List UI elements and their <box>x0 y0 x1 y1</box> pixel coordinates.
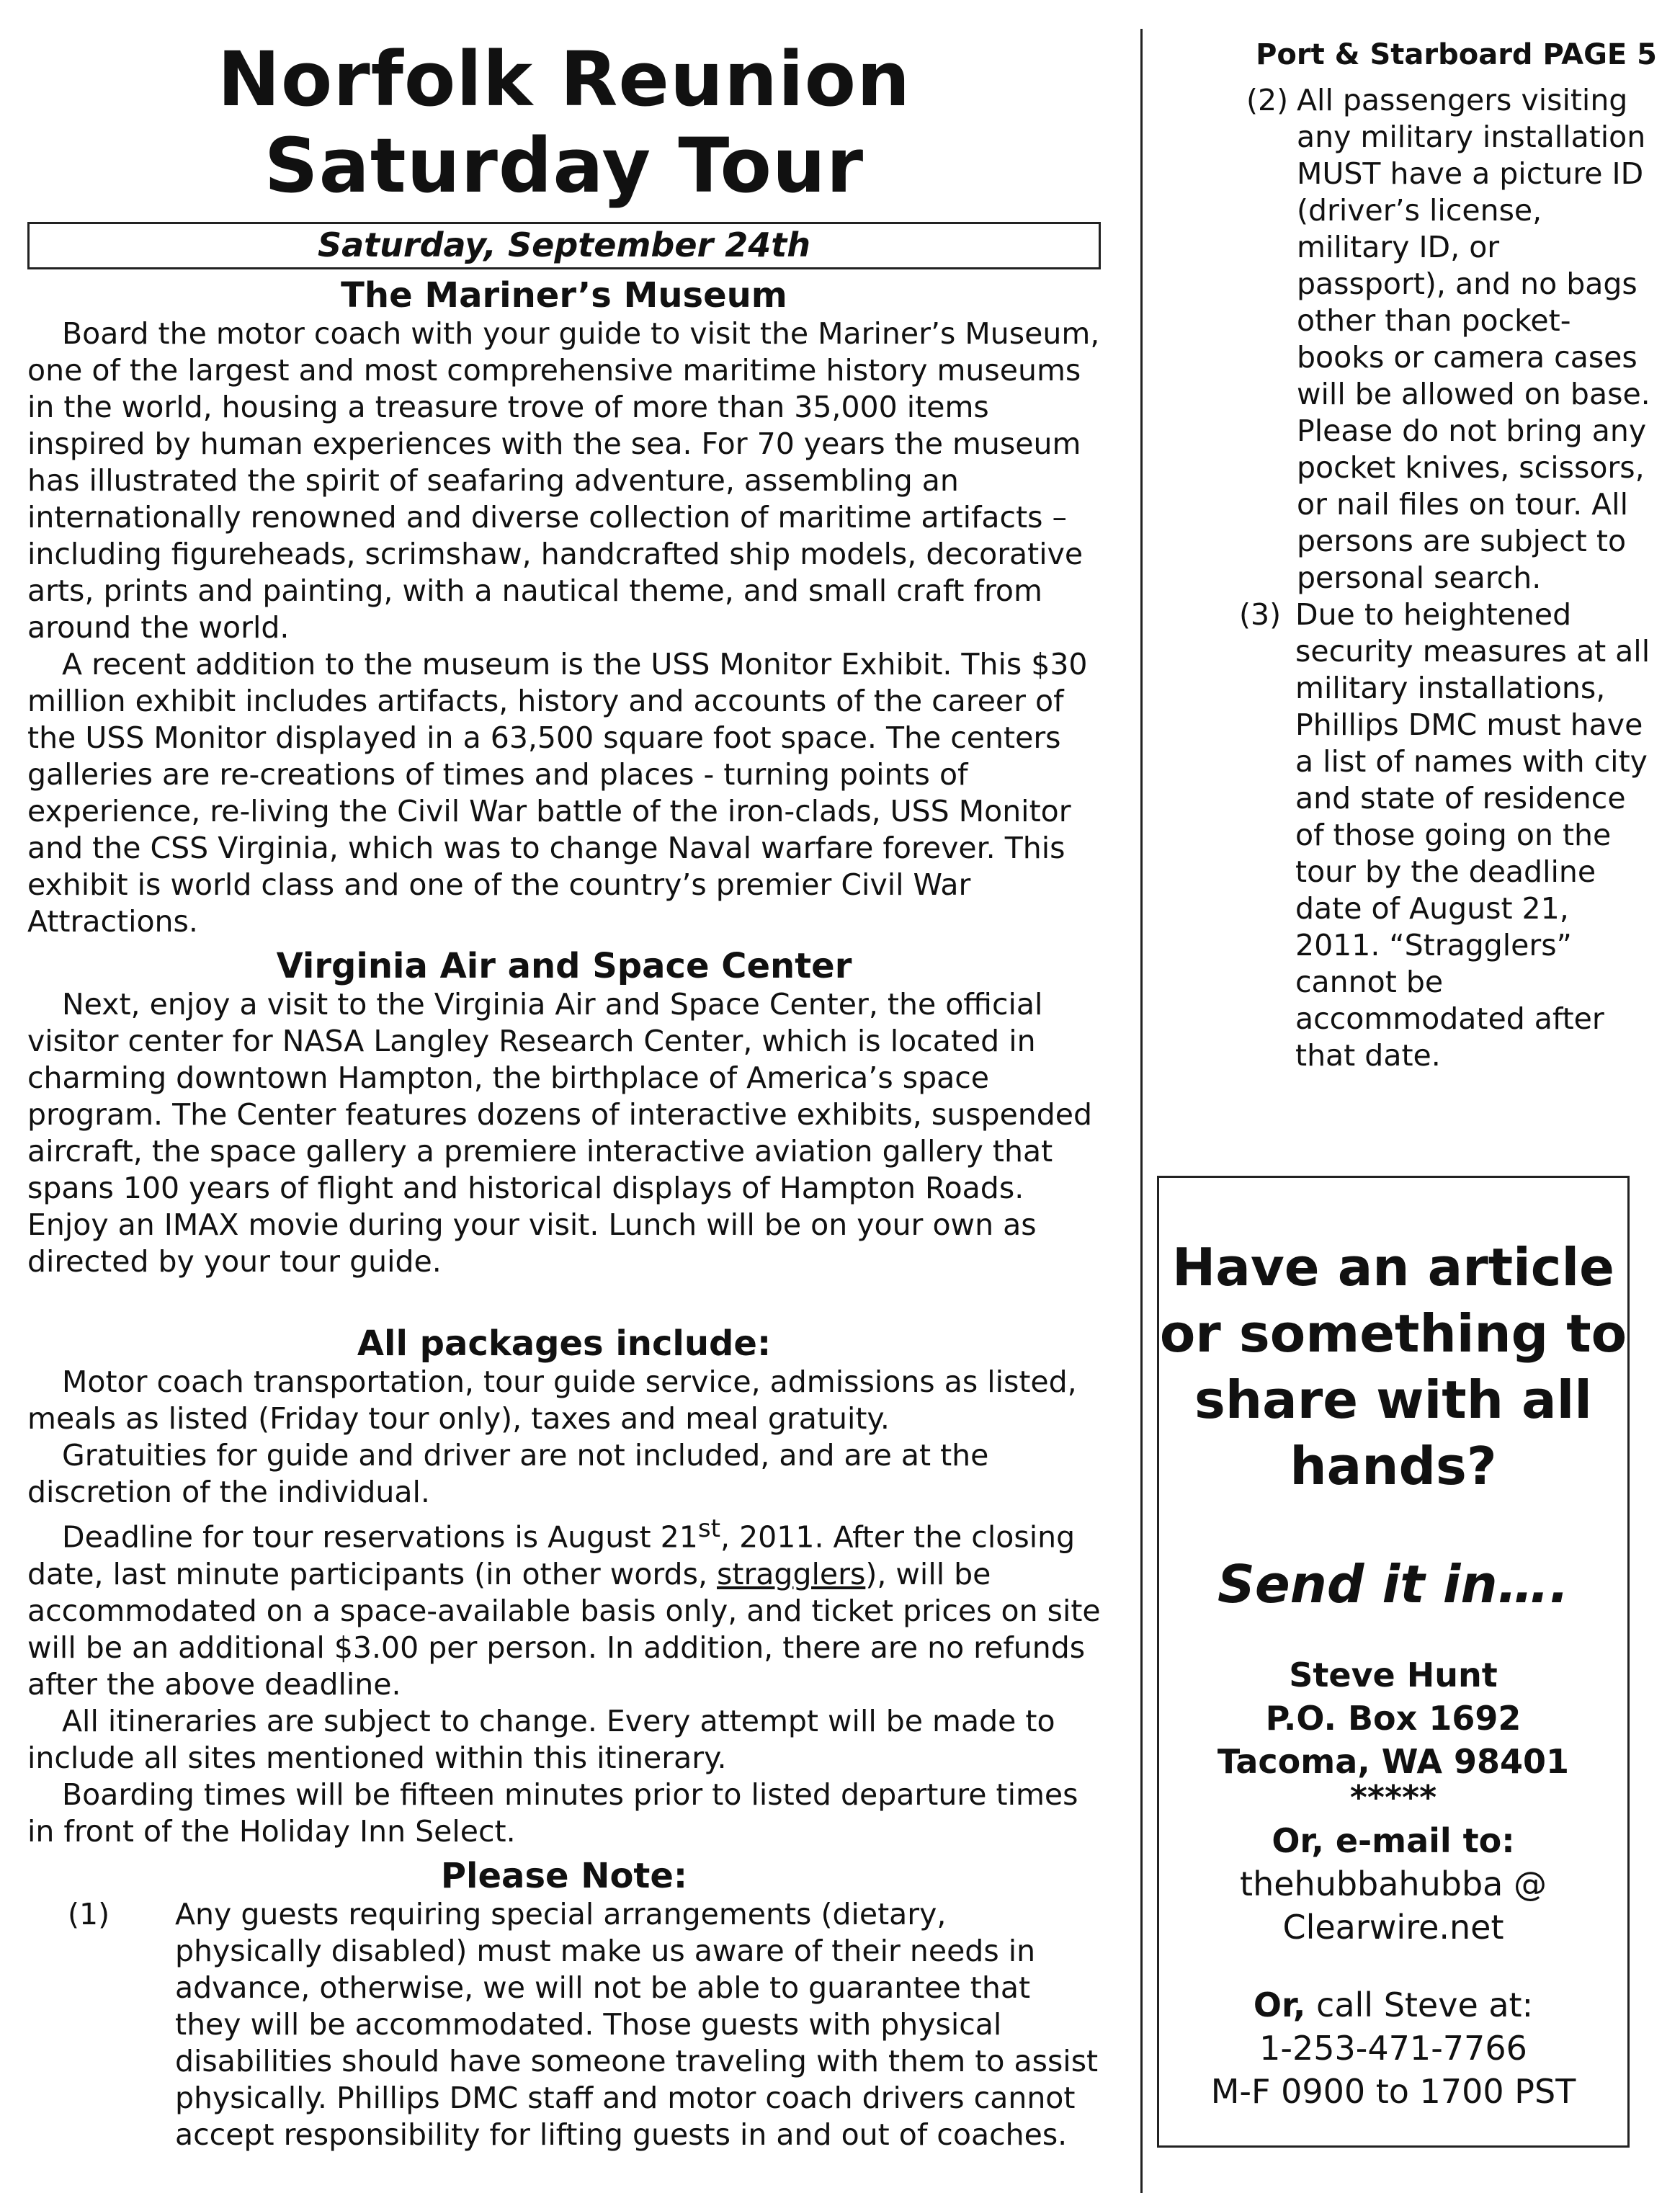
left-column <box>27 36 1101 2153</box>
article-title <box>27 36 1101 209</box>
note-number: (1) <box>68 1896 110 1931</box>
separator-stars: ***** <box>1349 1778 1437 1817</box>
column-divider <box>1140 29 1143 2193</box>
page-header: Port & Starboard PAGE 5 <box>1256 38 1657 71</box>
note-number: (2) <box>1246 83 1289 117</box>
itinerary-paragraph: All itineraries are subject to change. Every attempt will be made to include all sites mentioned within this itinerary. <box>27 1703 1055 1775</box>
contact-phone: 1-253-471-7766 <box>1259 2029 1527 2068</box>
note-item-3 <box>1239 597 1657 1074</box>
note-text: Due to heightened security measures at all military installations, Phillips DMC must have a list of names with city and state of residence of those going on the tour by the deadline date of August 21, 2011. “Stragglers” cannot be accommodated after that date. <box>1295 597 1650 1073</box>
note-number: (3) <box>1239 597 1282 632</box>
note-item-2 <box>1246 82 1657 597</box>
contact-name: Steve Hunt <box>1289 1656 1498 1694</box>
contact-hours: M-F 0900 to 1700 PST <box>1210 2072 1576 2111</box>
note-item-1 <box>68 1896 1101 2153</box>
note-text: Any guests requiring special arrangements (dietary, physically disabled) must make us aware of their needs in advance, otherwise, we will not be able to guarantee that they will be accommodated. Those guests with physical disabilities should have someone traveling with them to assist physically. Phillips DMC staff and motor coach drivers cannot accept responsibility for lifting guests in and out of coaches. <box>175 1896 1099 2152</box>
ad-send-it-in: Send it in…. <box>1217 1554 1569 1614</box>
please-note-heading: Please Note: <box>440 1855 688 1896</box>
right-column <box>1174 36 1657 1074</box>
gratuities-paragraph: Gratuities for guide and driver are not included, and are at the discretion of the individual. <box>27 1438 989 1509</box>
note-text: All passengers visiting any military installation MUST have a picture ID (driver’s license, military ID, or passport), and no bags other than pocket-books or camera cases will be allowed on base. Please do not bring any pocket knives, scissors, or nail files on tour. All persons are subject to personal search. <box>1297 83 1650 595</box>
title-line-2: Saturday Tour <box>264 122 864 210</box>
stragglers-underlined: stragglers <box>717 1556 866 1591</box>
contact-city: Tacoma, WA 98401 <box>1217 1742 1570 1781</box>
title-line-1: Norfolk Reunion <box>217 35 911 123</box>
mariners-museum-heading: The Mariner’s Museum <box>341 275 787 316</box>
deadline-paragraph: Deadline for tour reservations is August 21st, 2011. After the closing date, last minute participants (in other words, stragglers), will be accommodated on a space-available basis only, and ticket prices on site will be an additional $3.00 per person. In addition, there are no refunds after the above deadline. <box>27 1514 1101 1702</box>
ad-headline: Have an article or something to share with all hands? <box>1159 1237 1627 1496</box>
email-label: Or, e-mail to: <box>1272 1821 1515 1860</box>
submission-ad-box <box>1157 1176 1630 2148</box>
call-label: Or, call Steve at: <box>1253 1986 1534 2024</box>
email-domain: Clearwire.net <box>1282 1908 1504 1947</box>
packages-heading: All packages include: <box>357 1323 772 1364</box>
contact-po-box: P.O. Box 1692 <box>1265 1699 1522 1738</box>
tour-date-banner: Saturday, September 24th <box>27 222 1101 269</box>
email-user: thehubbahubba @ <box>1240 1864 1547 1903</box>
air-space-center-paragraph: Next, enjoy a visit to the Virginia Air and Space Center, the official visitor center for NASA Langley Research Center, which is located in charming downtown Hampton, the birthplace of America’s space program. The Center features dozens of interactive exhibits, suspended aircraft, the space gallery a premiere interactive aviation gallery that spans 100 years of flight and historical displays of Hampton Roads. Enjoy an IMAX movie during your visit. Lunch will be on your own as directed by your tour guide. <box>27 987 1093 1279</box>
air-space-center-heading: Virginia Air and Space Center <box>276 946 852 986</box>
mariners-paragraph-2: A recent addition to the museum is the USS Monitor Exhibit. This $30 million exhibit includes artifacts, history and accounts of the career of the USS Monitor displayed in a 63,500 square foot space. The centers galleries are re-creations of times and places - turning points of experience, re-living the Civil War battle of the iron-clads, USS Monitor and the CSS Virginia, which was to change Naval warfare forever. This exhibit is world class and one of the country’s premier Civil War Attractions. <box>27 647 1088 939</box>
boarding-paragraph: Boarding times will be fifteen minutes prior to listed departure times in front of the Holiday Inn Select. <box>27 1777 1078 1849</box>
mariners-paragraph-1: Board the motor coach with your guide to visit the Mariner’s Museum, one of the largest and most comprehensive maritime history museums in the world, housing a treasure trove of more than 35,000 items inspired by human experiences with the sea. For 70 years the museum has illustrated the spirit of seafaring adventure, assembling an internationally renowned and diverse collection of maritime artifacts – including figureheads, scrimshaw, handcrafted ship models, decorative arts, prints and painting, with a nautical theme, and small craft from around the world. <box>27 316 1100 645</box>
packages-paragraph: Motor coach transportation, tour guide service, admissions as listed, meals as listed (Friday tour only), taxes and meal gratuity. <box>27 1365 1077 1436</box>
